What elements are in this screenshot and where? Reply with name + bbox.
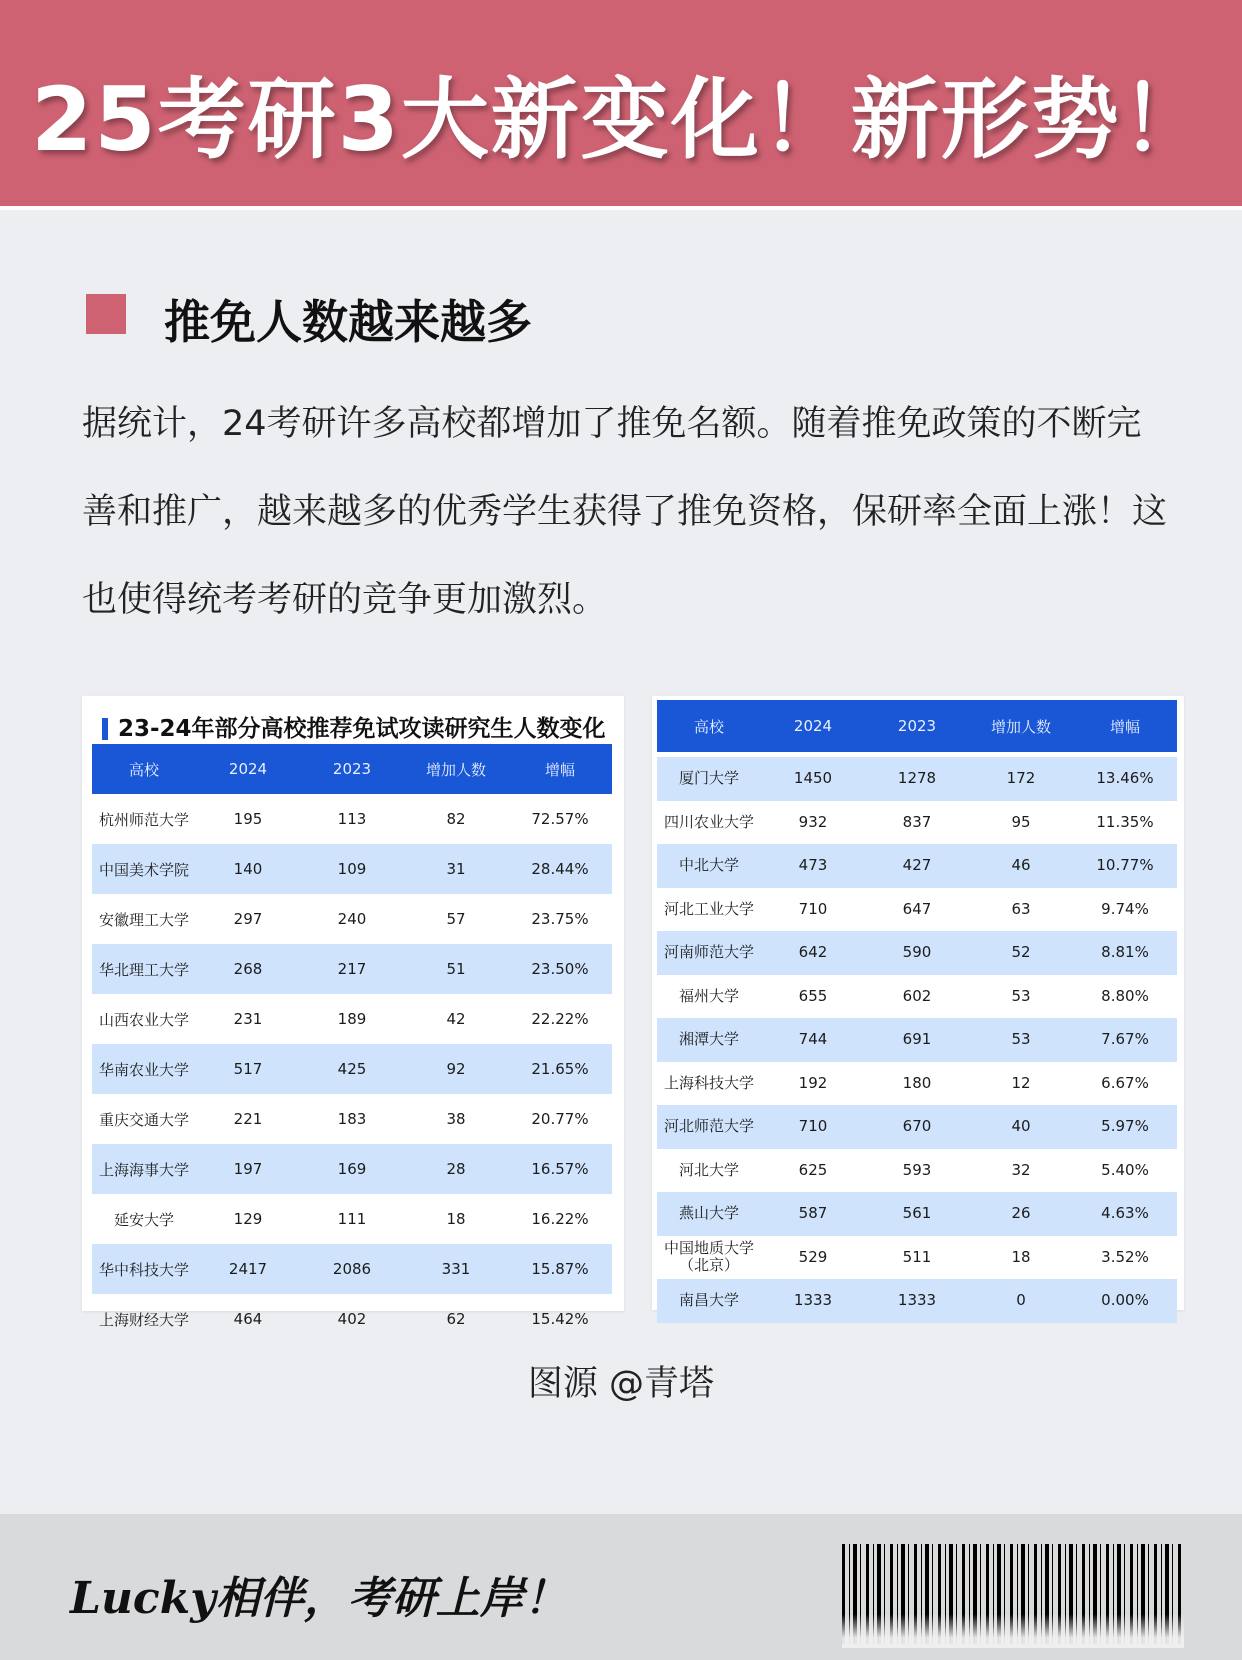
cell-year-2023: 590 — [865, 931, 969, 975]
table-row — [92, 844, 612, 894]
cell-year-2024: 529 — [798, 1247, 828, 1266]
cell-increase: 46 — [969, 844, 1073, 888]
column-header-growth-rate: 增幅 — [508, 744, 612, 794]
table-row — [657, 975, 1177, 1019]
cell-growth-rate: 7.67% — [1073, 1018, 1177, 1062]
table-row — [92, 1094, 612, 1144]
cell-increase: 57 — [446, 910, 466, 928]
cell-year-2024: 710 — [761, 1105, 865, 1149]
table-row — [92, 794, 612, 844]
cell-year-2024: 710 — [798, 899, 828, 918]
cell-increase: 42 — [446, 1010, 466, 1028]
table-row — [92, 1194, 612, 1244]
cell-university: 河北师范大学 — [657, 1105, 761, 1149]
cell-growth-rate: 23.50% — [508, 944, 612, 994]
table-row — [657, 1105, 1177, 1149]
cell-growth-rate: 22.22% — [531, 1010, 589, 1028]
cell-growth-rate: 8.81% — [1073, 931, 1177, 975]
cell-increase: 51 — [404, 944, 508, 994]
table-row — [657, 1279, 1177, 1323]
column-header-increase: 增加人数 — [404, 744, 508, 794]
cell-year-2023: 180 — [902, 1073, 932, 1092]
table-row — [657, 1236, 1177, 1280]
cell-year-2023: 561 — [865, 1192, 969, 1236]
cell-university: 华北理工大学 — [92, 944, 196, 994]
section-marker-square — [86, 294, 126, 334]
cell-university: 湘潭大学 — [657, 1018, 761, 1062]
cell-growth-rate: 23.75% — [531, 910, 589, 928]
table-row — [657, 888, 1177, 932]
cell-university: 河北工业大学 — [663, 899, 754, 918]
cell-year-2024: 625 — [798, 1160, 828, 1179]
cell-growth-rate: 72.57% — [531, 810, 589, 828]
cell-year-2023: 427 — [865, 844, 969, 888]
cell-increase: 0 — [969, 1279, 1073, 1323]
table-row — [657, 844, 1177, 888]
cell-year-2024: 140 — [196, 844, 300, 894]
cell-year-2024: 1450 — [761, 755, 865, 801]
cell-university: 上海科技大学 — [663, 1073, 754, 1092]
cell-year-2024: 1333 — [761, 1279, 865, 1323]
table-row — [92, 944, 612, 994]
cell-university: 华中科技大学 — [92, 1244, 196, 1294]
table-row — [92, 1044, 612, 1094]
table-row — [657, 1062, 1177, 1106]
column-header-increase: 增加人数 — [969, 700, 1073, 755]
cell-growth-rate: 16.57% — [508, 1144, 612, 1194]
cell-increase: 331 — [404, 1244, 508, 1294]
table-row — [657, 1192, 1177, 1236]
cell-increase: 40 — [969, 1105, 1073, 1149]
cell-year-2024: 192 — [798, 1073, 828, 1092]
cell-increase: 82 — [446, 810, 466, 828]
cell-increase: 18 — [446, 1210, 466, 1228]
cell-growth-rate: 15.87% — [508, 1244, 612, 1294]
column-header-university: 高校 — [657, 700, 761, 755]
cell-increase: 31 — [404, 844, 508, 894]
cell-year-2024: 464 — [233, 1310, 263, 1328]
cell-year-2023: 691 — [865, 1018, 969, 1062]
cell-growth-rate: 28.44% — [508, 844, 612, 894]
table-row — [92, 994, 612, 1044]
cell-growth-rate: 5.97% — [1073, 1105, 1177, 1149]
footer-bar — [0, 1514, 1242, 1660]
cell-year-2023: 837 — [902, 812, 932, 831]
cell-university: 厦门大学 — [657, 755, 761, 801]
cell-year-2023: 2086 — [300, 1244, 404, 1294]
table-title-text: 23-24年部分高校推荐免试攻读研究生人数变化 — [118, 716, 606, 742]
table-row — [657, 755, 1177, 801]
cell-year-2024: 129 — [233, 1210, 263, 1228]
column-header-university: 高校 — [92, 744, 196, 794]
cell-university: 南昌大学 — [657, 1279, 761, 1323]
cell-university: 重庆交通大学 — [98, 1110, 189, 1129]
cell-increase: 52 — [969, 931, 1073, 975]
cell-year-2024: 297 — [233, 910, 263, 928]
table-row — [92, 1144, 612, 1194]
cell-university: 四川农业大学 — [663, 812, 754, 831]
table-row — [657, 1018, 1177, 1062]
cell-year-2023: 111 — [337, 1210, 367, 1228]
cell-increase: 18 — [1011, 1247, 1031, 1266]
cell-growth-rate: 21.65% — [508, 1044, 612, 1094]
footer-slogan: Lucky相伴，考研上岸！ — [70, 1573, 568, 1624]
cell-year-2023: 670 — [865, 1105, 969, 1149]
table-left — [92, 744, 612, 1344]
cell-year-2024: 642 — [761, 931, 865, 975]
cell-year-2023: 113 — [337, 810, 367, 828]
cell-year-2023: 169 — [300, 1144, 404, 1194]
cell-university: 安徽理工大学 — [98, 910, 189, 929]
table-row — [657, 801, 1177, 845]
cell-growth-rate: 8.80% — [1101, 986, 1149, 1005]
cell-university: 燕山大学 — [657, 1192, 761, 1236]
table-right — [657, 700, 1177, 1323]
table-header-row — [657, 700, 1177, 755]
cell-university: 河南师范大学 — [657, 931, 761, 975]
cell-growth-rate: 5.40% — [1101, 1160, 1149, 1179]
cell-year-2024: 268 — [196, 944, 300, 994]
cell-year-2023: 511 — [902, 1247, 932, 1266]
cell-year-2023: 593 — [902, 1160, 932, 1179]
cell-university: 中北大学 — [657, 844, 761, 888]
cell-increase: 95 — [1011, 812, 1031, 831]
cell-year-2024: 2417 — [196, 1244, 300, 1294]
cell-university: 河北大学 — [678, 1160, 739, 1179]
cell-growth-rate: 16.22% — [531, 1210, 589, 1228]
cell-growth-rate: 15.42% — [531, 1310, 589, 1328]
image-source-caption: 图源 @青塔 — [527, 1364, 715, 1404]
barcode-fade — [842, 1614, 1184, 1648]
cell-university: 上海财经大学 — [98, 1310, 189, 1329]
table-row — [657, 931, 1177, 975]
cell-year-2024: 932 — [798, 812, 828, 831]
title-banner — [0, 0, 1242, 210]
table-row — [92, 1294, 612, 1344]
cell-year-2023: 109 — [300, 844, 404, 894]
cell-university: 福州大学 — [678, 986, 739, 1005]
cell-year-2023: 402 — [337, 1310, 367, 1328]
cell-growth-rate: 20.77% — [531, 1110, 589, 1128]
table-row — [92, 894, 612, 944]
cell-university: 中国地质大学（北京） — [663, 1239, 754, 1275]
cell-university: 华南农业大学 — [92, 1044, 196, 1094]
cell-increase: 53 — [1011, 986, 1031, 1005]
column-header-year-2024: 2024 — [196, 744, 300, 794]
column-header-year-2023: 2023 — [300, 744, 404, 794]
title-accent-bar — [102, 718, 108, 740]
cell-growth-rate: 4.63% — [1073, 1192, 1177, 1236]
cell-year-2023: 240 — [337, 910, 367, 928]
cell-university: 山西农业大学 — [98, 1010, 189, 1029]
body-paragraph: 据统计，24考研许多高校都增加了推免名额。随着推免政策的不断完善和推广，越来越多的优秀学生获得了推免资格，保研率全面上涨！这也使得统考考研的竞争更加激烈。 — [82, 404, 1168, 620]
cell-increase: 38 — [446, 1110, 466, 1128]
cell-growth-rate: 3.52% — [1101, 1247, 1149, 1266]
cell-university: 中国美术学院 — [92, 844, 196, 894]
cell-increase: 63 — [1011, 899, 1031, 918]
cell-year-2024: 221 — [233, 1110, 263, 1128]
cell-university: 杭州师范大学 — [98, 810, 189, 829]
cell-year-2023: 1333 — [865, 1279, 969, 1323]
cell-growth-rate: 6.67% — [1101, 1073, 1149, 1092]
cell-year-2023: 189 — [337, 1010, 367, 1028]
cell-year-2024: 587 — [761, 1192, 865, 1236]
cell-year-2023: 425 — [300, 1044, 404, 1094]
section-title: 推免人数越来越多 — [164, 295, 532, 349]
cell-increase: 12 — [1011, 1073, 1031, 1092]
cell-year-2023: 183 — [337, 1110, 367, 1128]
cell-growth-rate: 11.35% — [1096, 812, 1154, 831]
page-title: 25考研3大新变化！新形势！ — [31, 68, 1211, 171]
cell-year-2023: 647 — [902, 899, 932, 918]
cell-growth-rate: 0.00% — [1073, 1279, 1177, 1323]
cell-year-2024: 517 — [196, 1044, 300, 1094]
cell-year-2023: 217 — [300, 944, 404, 994]
table-card-right — [652, 696, 1184, 1310]
cell-year-2023: 602 — [902, 986, 932, 1005]
cell-year-2024: 231 — [233, 1010, 263, 1028]
table-row — [92, 1244, 612, 1294]
cell-growth-rate: 9.74% — [1101, 899, 1149, 918]
cell-university: 上海海事大学 — [92, 1144, 196, 1194]
column-header-year-2024: 2024 — [761, 700, 865, 755]
column-header-year-2023: 2023 — [865, 700, 969, 755]
cell-increase: 32 — [1011, 1160, 1031, 1179]
cell-growth-rate: 10.77% — [1073, 844, 1177, 888]
cell-increase: 26 — [969, 1192, 1073, 1236]
table-row — [657, 1149, 1177, 1193]
cell-university: 延安大学 — [113, 1210, 174, 1229]
cell-increase: 92 — [404, 1044, 508, 1094]
cell-growth-rate: 13.46% — [1073, 755, 1177, 801]
cell-year-2024: 655 — [798, 986, 828, 1005]
cell-increase: 53 — [969, 1018, 1073, 1062]
cell-year-2024: 473 — [761, 844, 865, 888]
cell-year-2024: 197 — [196, 1144, 300, 1194]
cell-increase: 28 — [404, 1144, 508, 1194]
cell-year-2024: 195 — [233, 810, 263, 828]
cell-year-2024: 744 — [761, 1018, 865, 1062]
column-header-growth-rate: 增幅 — [1073, 700, 1177, 755]
table-header-row — [92, 744, 612, 794]
cell-increase: 62 — [446, 1310, 466, 1328]
table-card-left — [82, 696, 624, 1329]
cell-year-2023: 1278 — [865, 755, 969, 801]
cell-increase: 172 — [969, 755, 1073, 801]
